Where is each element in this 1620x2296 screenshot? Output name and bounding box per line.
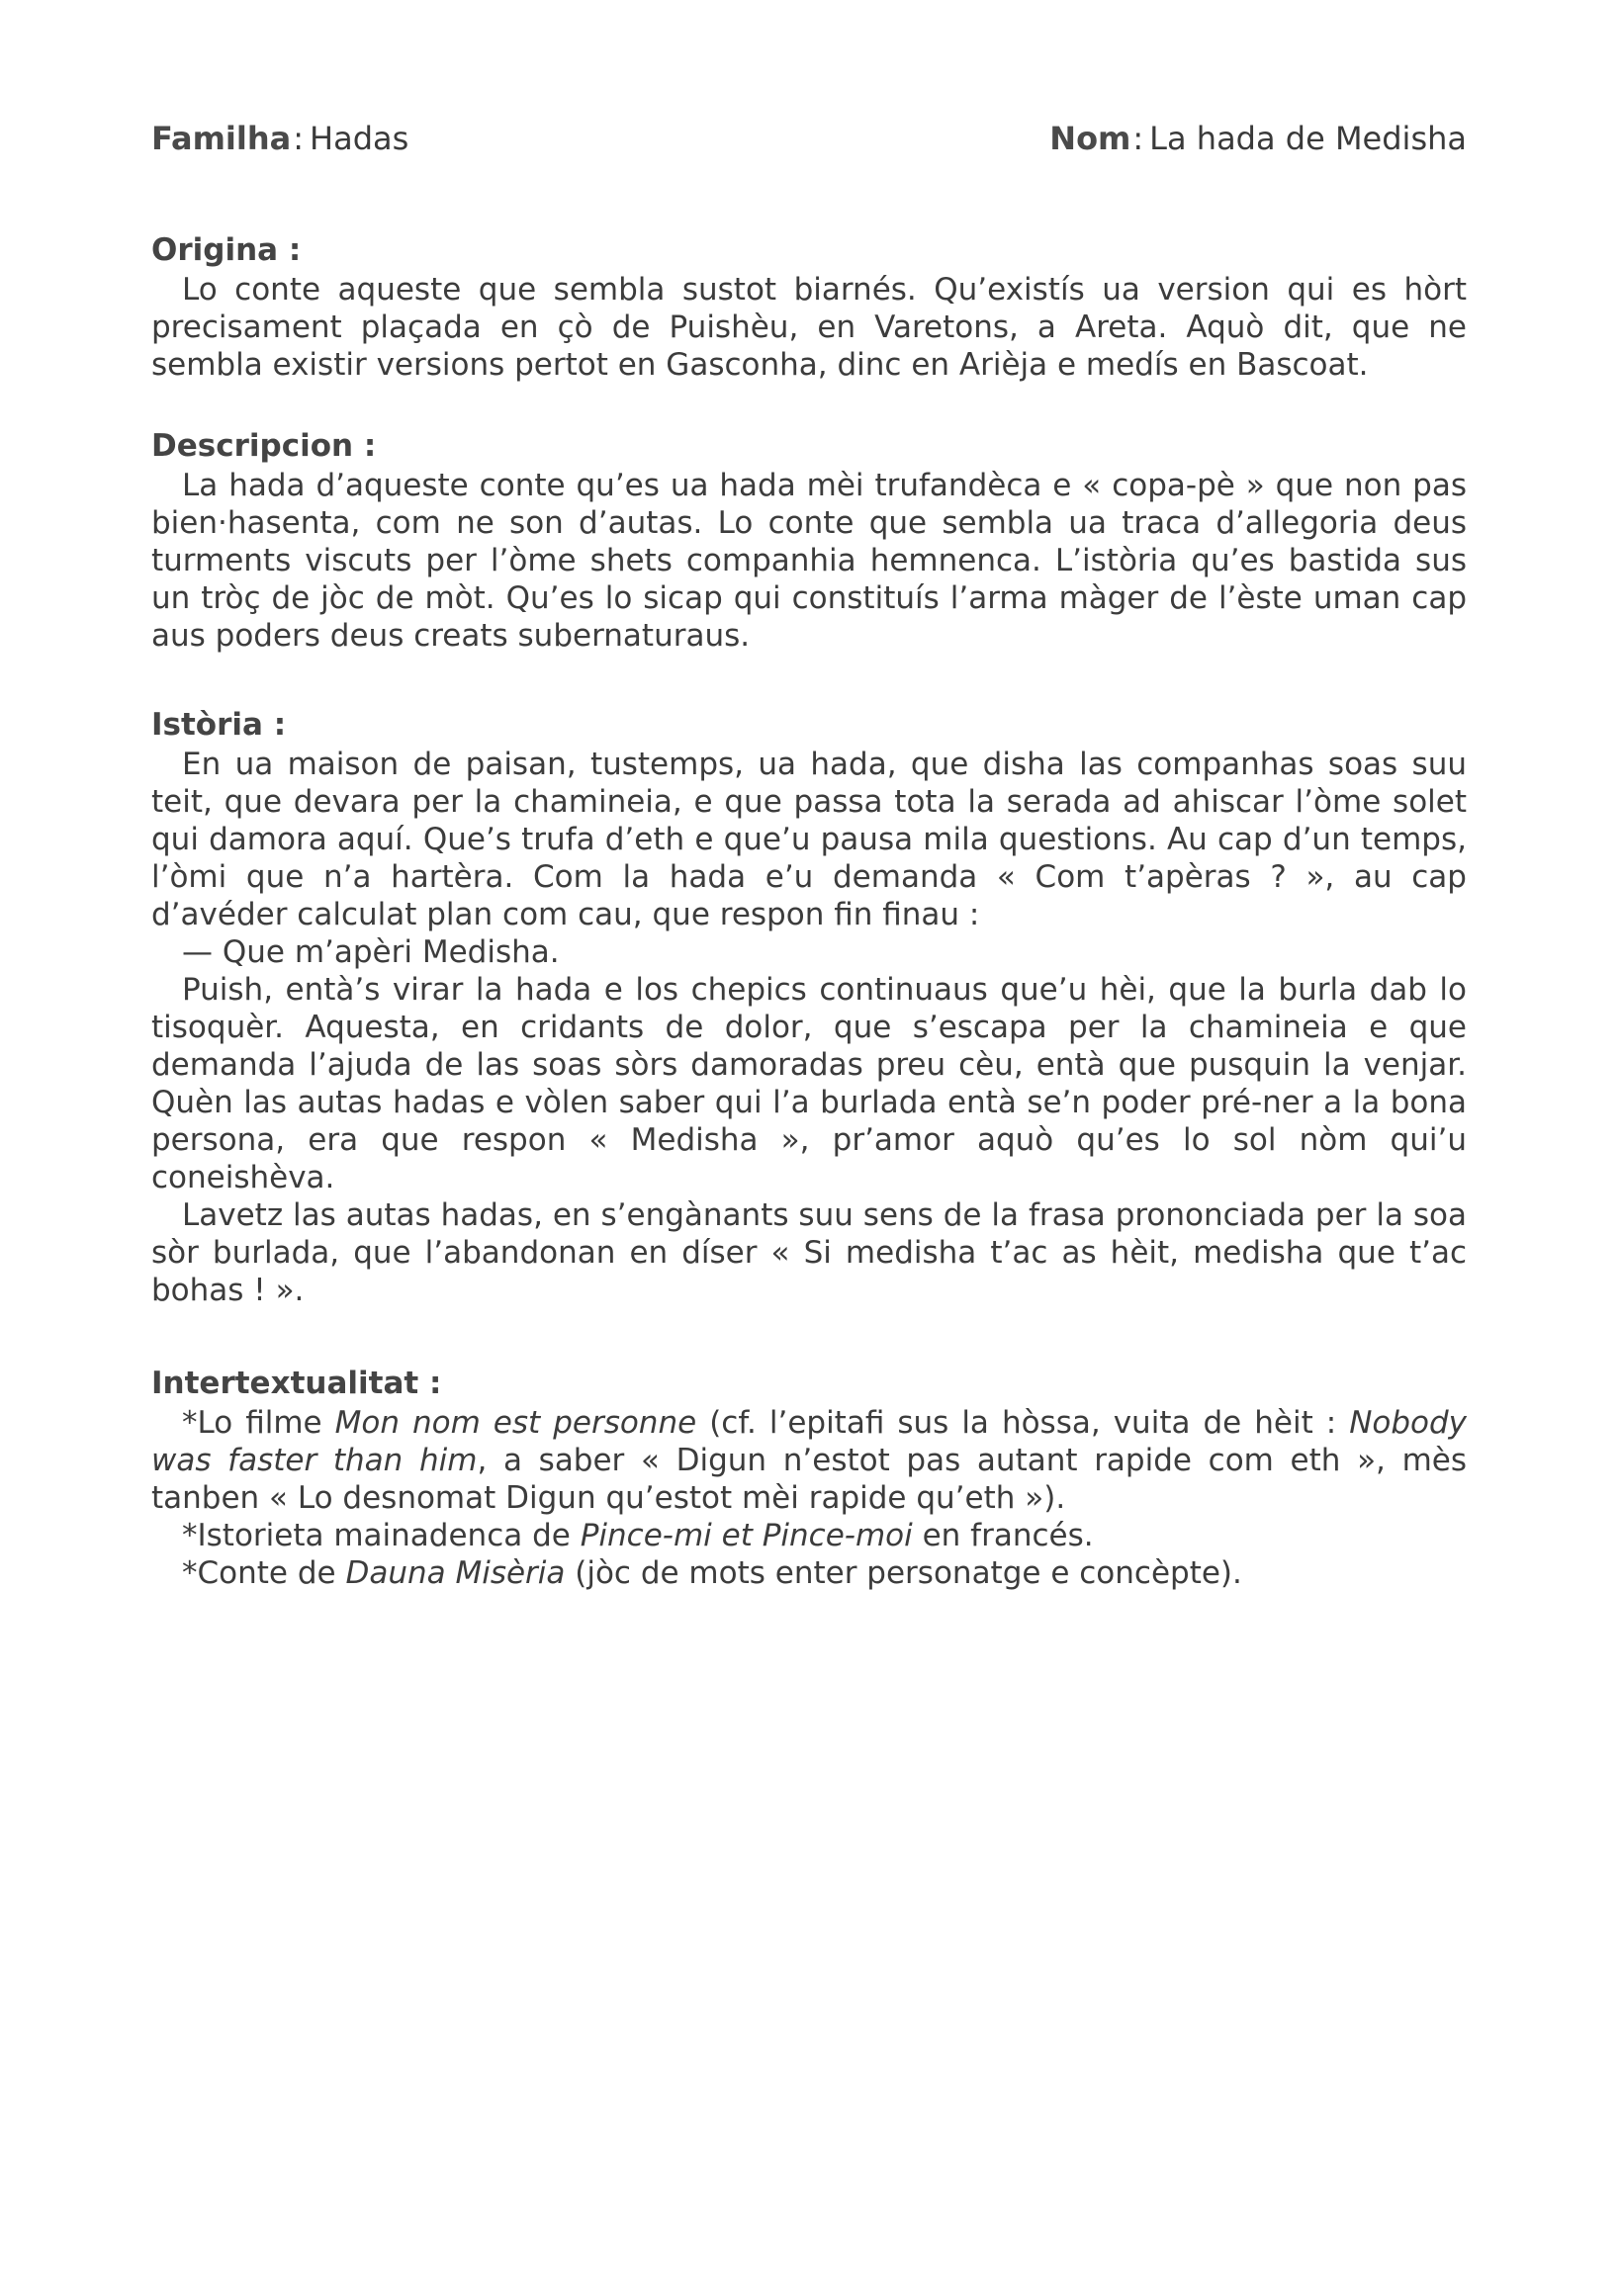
item1-middle: (cf. l’epitafi sus la hòssa, vuita de hèit :	[696, 1405, 1350, 1441]
origina-heading: Origina :	[151, 232, 302, 268]
familha-value: Hadas	[310, 120, 409, 157]
item2-prefix: *Istorieta mainadenca de	[182, 1518, 581, 1553]
familha-label: Familha	[151, 120, 292, 157]
header	[151, 117, 1467, 160]
item3-suffix: (jòc de mots enter personatge e concèpte).	[565, 1555, 1242, 1591]
familha-field	[151, 120, 408, 157]
section-descripcion	[151, 425, 1467, 655]
item3-prefix: *Conte de	[182, 1555, 346, 1591]
familha-separator: :	[293, 120, 305, 157]
intertextualitat-item-2	[151, 1517, 1467, 1554]
item1-epitaph: Nobody was faster than him	[151, 1405, 1468, 1478]
istoria-paragraph-3: Lavetz las autas hadas, en s’engànants suu sens de la frasa prononciada per la soa sòr burlada, que l’abandonan en díser « Si medisha t’ac as hèit, medisha que t’ac bohas ! ».	[151, 1197, 1467, 1308]
istoria-dialogue-line: — Que m’apèri Medisha.	[182, 934, 560, 970]
section-origina	[151, 229, 1467, 384]
nom-label: Nom	[1049, 120, 1131, 157]
intertextualitat-item-1	[151, 1404, 1467, 1517]
item2-title: Pince-mi et Pince-moi	[580, 1518, 913, 1553]
istoria-paragraph-1: En ua maison de paisan, tustemps, ua hada, que disha las companhas soas suu teit, que devara per la chamineia, e que passa tota la serada ad ahiscar l’òme solet qui damora aquí. Que’s trufa d’eth e que’u pausa mila questions. Au cap d’un temps, l’òmi que n’a hartèra. Com la hada e’u demanda « Com t’apèras ? », au cap d’avéder calculat plan com cau, que respon fin finau :	[151, 747, 1467, 932]
item3-title: Dauna Misèria	[345, 1555, 566, 1591]
nom-field	[1049, 120, 1467, 157]
item1-film-title: Mon nom est personne	[334, 1405, 697, 1441]
item1-prefix: *Lo filme	[182, 1405, 335, 1441]
istoria-heading: Istòria :	[151, 707, 287, 743]
nom-value: La hada de Medisha	[1149, 120, 1467, 157]
intertextualitat-heading: Intertextualitat :	[151, 1366, 442, 1401]
item1-suffix: , a saber « Digun n’estot pas autant rapide com eth », mès tanben « Lo desnomat Digun qu’estot mèi rapide qu’eth »).	[151, 1443, 1467, 1516]
section-intertextualitat	[151, 1363, 1467, 1592]
item2-suffix: en francés.	[912, 1518, 1094, 1553]
nom-separator: :	[1132, 120, 1144, 157]
istoria-paragraph-2: Puish, entà’s virar la hada e los chepics continuaus que’u hèi, que la burla dab lo tisoquèr. Aquesta, en cridants de dolor, que s’escapa per la chamineia e que demanda l’ajuda de las soas sòrs damoradas preu cèu, entà que pusquin la venjar. Quèn las autas hadas e vòlen saber qui l’a burlada entà se’n poder pré-ner a la bona persona, era que respon « Medisha », pr’amor aquò qu’es lo sol nòm qui’u coneishèva.	[151, 972, 1467, 1195]
section-istoria	[151, 704, 1467, 1309]
descripcion-text: La hada d’aqueste conte qu’es ua hada mèi trufandèca e « copa-pè » que non pas bien·hasenta, com ne son d’autas. Lo conte que sembla ua traca d’allegoria deus turments viscuts per l’òme shets companhia hemnenca. L’istòria qu’es bastida sus un tròç de jòc de mòt. Qu’es lo sicap qui constituís l’arma màger de l’èste uman cap aus poders deus creats subernaturaus.	[151, 468, 1467, 654]
intertextualitat-item-3	[151, 1554, 1467, 1592]
origina-text: Lo conte aqueste que sembla sustot biarnés. Qu’existís ua version qui es hòrt precisament plaçada en çò de Puishèu, en Varetons, a Areta. Aquò dit, que ne sembla existir versions pertot en Gasconha, dinc en Arièja e medís en Bascoat.	[151, 272, 1467, 383]
descripcion-heading: Descripcion :	[151, 428, 377, 464]
